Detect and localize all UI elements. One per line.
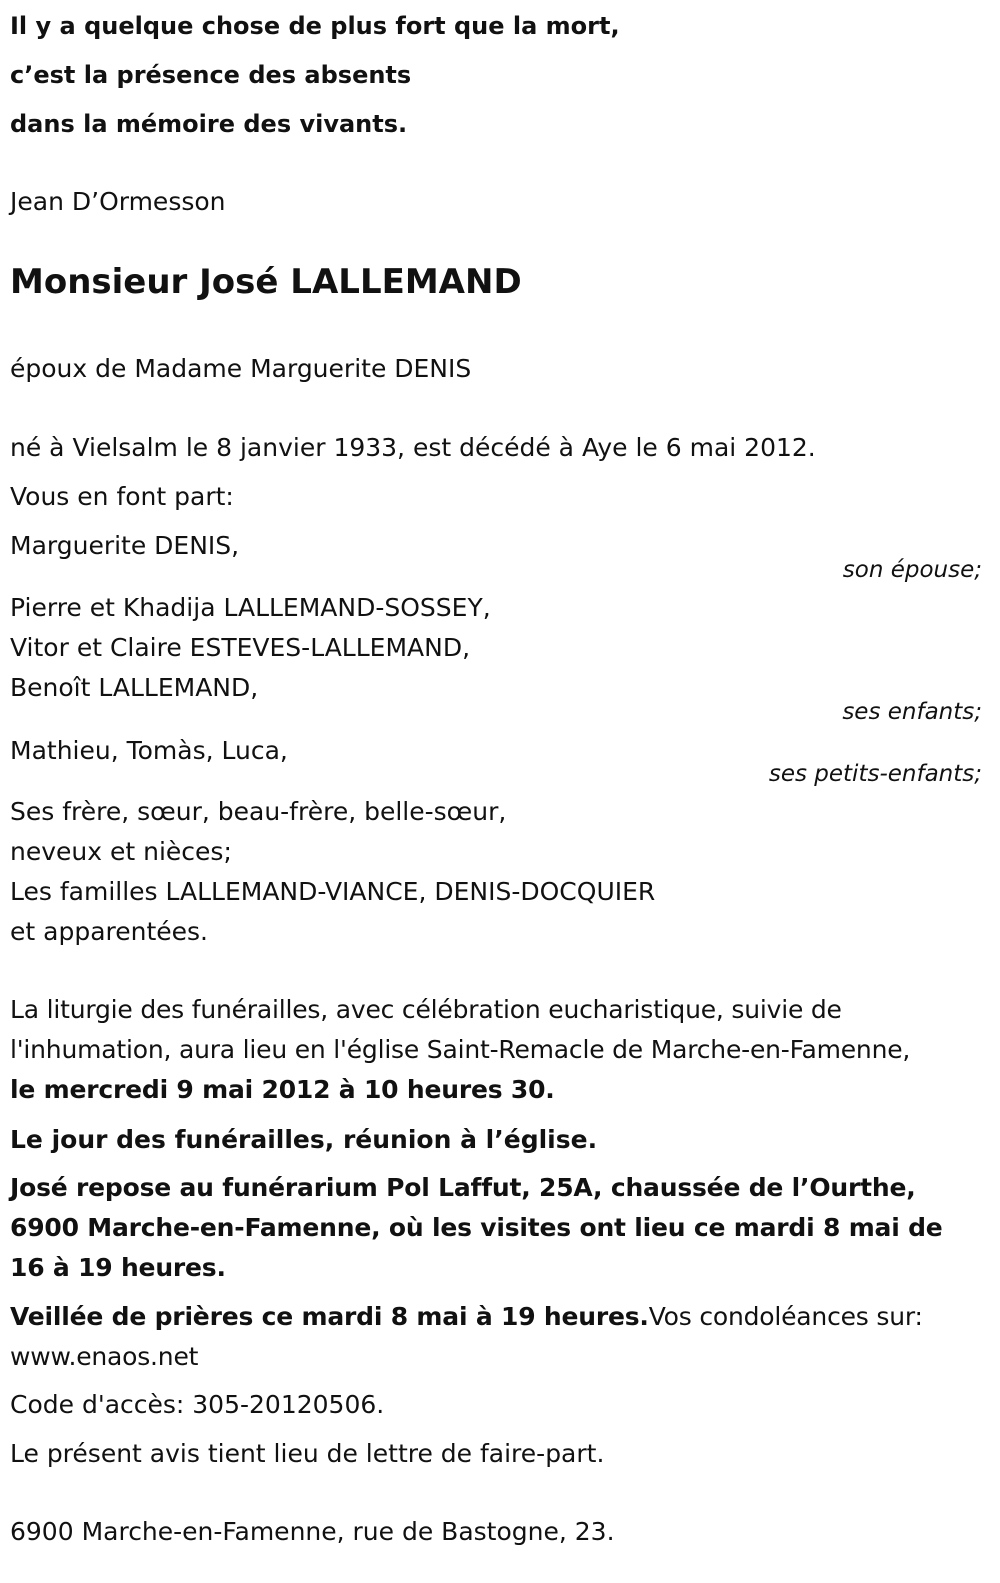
- quote-line-3: dans la mémoire des vivants.: [10, 110, 408, 138]
- quote-author: Jean D’Ormesson: [10, 187, 226, 216]
- vigil-paragraph: [10, 1297, 985, 1377]
- notice-line: Le présent avis tient lieu de lettre de faire-part.: [10, 1439, 605, 1468]
- vigil-text: Veillée de prières ce mardi 8 mai à 19 heures.: [10, 1302, 649, 1331]
- liturgy-text: La liturgie des funérailles, avec célébration eucharistique, suivie de l'inhumation, aura lieu en l'église Saint-Remacle de Marche-en-Famenne,: [10, 995, 911, 1064]
- child-line: Benoît LALLEMAND,: [10, 673, 259, 702]
- child-line: Vitor et Claire ESTEVES-LALLEMAND,: [10, 633, 471, 662]
- quote-line-1: Il y a quelque chose de plus fort que la mort,: [10, 12, 620, 40]
- grandchildren-line: Mathieu, Tomàs, Luca,: [10, 736, 288, 765]
- funeral-date: le mercredi 9 mai 2012 à 10 heures 30.: [10, 1075, 555, 1104]
- announcement-intro: Vous en font part:: [10, 482, 234, 511]
- address-line: 6900 Marche-en-Famenne, rue de Bastogne, 23.: [10, 1517, 615, 1546]
- obituary-notice: [10, 0, 982, 1583]
- birth-death-line: né à Vielsalm le 8 janvier 1933, est décédé à Aye le 6 mai 2012.: [10, 433, 816, 462]
- relatives-line: neveux et nièces;: [10, 837, 232, 866]
- spouse-role: son épouse;: [842, 557, 982, 583]
- child-line: Pierre et Khadija LALLEMAND-SOSSEY,: [10, 593, 491, 622]
- spouse-line: époux de Madame Marguerite DENIS: [10, 354, 472, 383]
- grandchildren-role: ses petits-enfants;: [768, 761, 982, 787]
- funerarium-paragraph: José repose au funérarium Pol Laffut, 25A, chaussée de l’Ourthe, 6900 Marche-en-Famenne, où les visites ont lieu ce mardi 8 mai de 16 à 19 heures.: [10, 1173, 943, 1282]
- meeting-line: Le jour des funérailles, réunion à l’église.: [10, 1125, 598, 1154]
- relatives-line: Les familles LALLEMAND-VIANCE, DENIS-DOCQUIER: [10, 877, 656, 906]
- access-code: Code d'accès: 305-20120506.: [10, 1390, 385, 1419]
- condolences-text: Vos condoléances sur: www.enaos.net: [10, 1302, 923, 1371]
- relatives-line: et apparentées.: [10, 917, 208, 946]
- liturgy-paragraph: [10, 990, 985, 1110]
- quote-line-2: c’est la présence des absents: [10, 61, 412, 89]
- deceased-name: Monsieur José LALLEMAND: [10, 262, 522, 302]
- children-role: ses enfants;: [842, 699, 982, 725]
- relatives-line: Ses frère, sœur, beau-frère, belle-sœur,: [10, 797, 507, 826]
- spouse-name: Marguerite DENIS,: [10, 531, 240, 560]
